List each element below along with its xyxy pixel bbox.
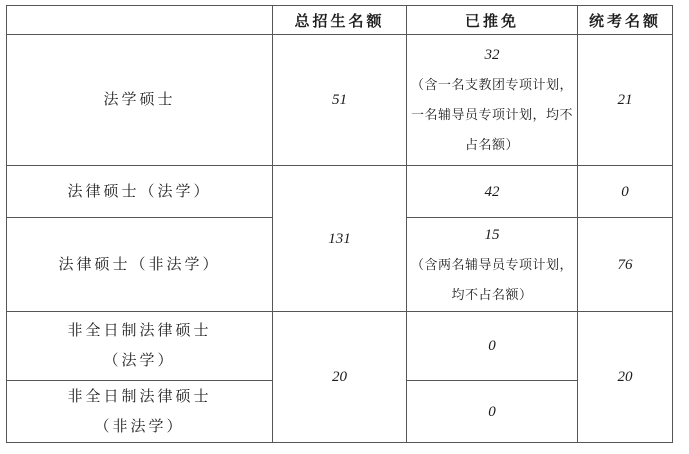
tuimian-value: 15	[484, 226, 500, 243]
row-faxue-shuoshi	[7, 35, 673, 166]
cell-tongkao-falv-faxue: 0	[578, 166, 673, 218]
cell-category-parttime-feifaxue	[7, 381, 273, 443]
tuimian-note-line: 均不占名额）	[451, 286, 533, 302]
cell-tuimian-falv-feifaxue	[407, 218, 578, 312]
cell-tuimian-parttime-faxue: 0	[407, 312, 578, 381]
cell-total-faxue-shuoshi: 51	[273, 35, 407, 166]
cell-total-falv-merged: 131	[273, 166, 407, 312]
cell-tongkao-faxue-shuoshi: 21	[578, 35, 673, 166]
row-falv-faxue	[7, 166, 673, 218]
cell-tuimian-faxue-shuoshi	[407, 35, 578, 166]
cell-total-parttime-merged: 20	[273, 312, 407, 443]
category-line: 非全日制法律硕士	[67, 323, 212, 339]
category-line: （非法学）	[94, 418, 185, 435]
category-line: 非全日制法律硕士	[67, 388, 212, 405]
header-row	[7, 6, 673, 35]
row-parttime-faxue	[7, 312, 673, 381]
cell-tuimian-falv-faxue: 42	[407, 166, 578, 218]
tuimian-note-line: 一名辅导员专项计划，均不	[410, 107, 573, 122]
admissions-quota-table	[6, 5, 673, 443]
header-cell-tuimian: 已推免	[407, 6, 578, 35]
tuimian-note-line: （含两名辅导员专项计划，	[410, 256, 573, 272]
cell-category-parttime-faxue	[7, 312, 273, 381]
tuimian-value: 32	[484, 47, 500, 63]
admissions-quota-table-region	[6, 5, 673, 443]
header-cell-total-quota: 总招生名额	[273, 6, 407, 35]
cell-category-falv-feifaxue: 法律硕士（非法学）	[7, 218, 273, 312]
tuimian-note-line: （含一名支教团专项计划，	[410, 77, 573, 92]
header-cell-category-empty	[7, 6, 273, 35]
tuimian-note-line: 占名额）	[464, 137, 519, 152]
cell-category-faxue-shuoshi: 法学硕士	[7, 35, 273, 166]
cell-tongkao-falv-feifaxue: 76	[578, 218, 673, 312]
category-line: （法学）	[103, 353, 176, 369]
cell-tongkao-parttime-merged: 20	[578, 312, 673, 443]
cell-tuimian-parttime-feifaxue: 0	[407, 381, 578, 443]
cell-category-falv-faxue: 法律硕士（法学）	[7, 166, 273, 218]
header-cell-tongkao-quota: 统考名额	[578, 6, 673, 35]
